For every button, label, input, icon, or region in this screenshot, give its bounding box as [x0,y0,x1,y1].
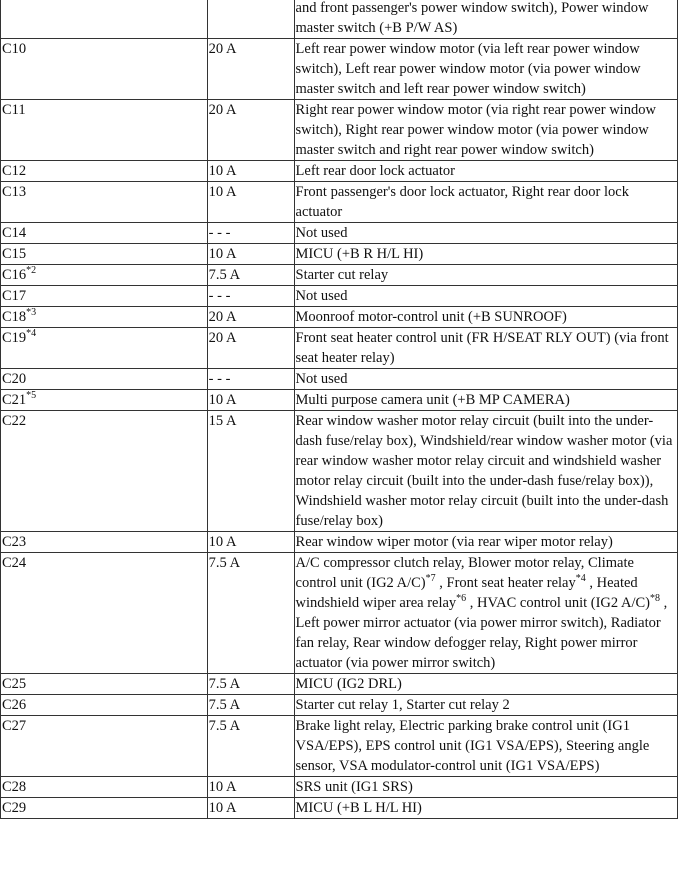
amperage-cell: 7.5 A [207,265,294,286]
table-row [1,223,678,244]
amperage-cell: 10 A [207,161,294,182]
amperage-cell: - - - [207,369,294,390]
circuit-cell [1,39,208,100]
table-row [1,716,678,777]
amperage-cell: 7.5 A [207,695,294,716]
footnote-marker: *7 [425,573,436,584]
table-row [1,100,678,161]
description-cell: SRS unit (IG1 SRS) [294,777,677,798]
circuit-cell [1,100,208,161]
circuit-label: C21 [2,392,27,408]
description-cell: MICU (IG2 DRL) [294,674,677,695]
amperage-cell: 10 A [207,244,294,265]
circuit-cell [1,390,208,411]
circuit-label: C27 [2,718,27,734]
description-cell: Brake light relay, Electric parking brake control unit (IG1 VSA/EPS), EPS control unit (IG1 VSA/EPS), Steering angle sensor, VSA modulator-control unit (IG1 VSA/EPS) [294,716,677,777]
table-row [1,777,678,798]
circuit-cell [1,716,208,777]
circuit-label: C29 [2,800,27,816]
table-row [1,798,678,819]
amperage-cell: 10 A [207,532,294,553]
description-cell: Starter cut relay 1, Starter cut relay 2 [294,695,677,716]
circuit-cell [1,695,208,716]
circuit-label: C19 [2,330,27,346]
circuit-cell [1,161,208,182]
table-row [1,265,678,286]
description-cell: MICU (+B R H/L HI) [294,244,677,265]
description-cell: Left rear door lock actuator [294,161,677,182]
table-row [1,182,678,223]
table-row [1,411,678,532]
amperage-cell [207,0,294,39]
circuit-cell [1,307,208,328]
circuit-label: C23 [2,534,27,550]
circuit-cell [1,286,208,307]
table-row [1,307,678,328]
table-row [1,328,678,369]
description-cell: Not used [294,286,677,307]
circuit-cell [1,182,208,223]
circuit-cell [1,328,208,369]
amperage-cell: 20 A [207,328,294,369]
table-row [1,369,678,390]
footnote-marker: *2 [26,265,37,276]
description-cell: Front seat heater control unit (FR H/SEAT RLY OUT) (via front seat heater relay) [294,328,677,369]
amperage-cell: 10 A [207,798,294,819]
description-cell: Multi purpose camera unit (+B MP CAMERA) [294,390,677,411]
amperage-cell: 20 A [207,307,294,328]
amperage-cell: 10 A [207,182,294,223]
circuit-cell [1,532,208,553]
footnote-marker: *3 [26,307,37,318]
circuit-cell [1,674,208,695]
footnote-marker: *5 [26,390,37,401]
table-row [1,553,678,674]
amperage-cell: 7.5 A [207,553,294,674]
table-row [1,161,678,182]
circuit-label: C26 [2,697,27,713]
description-text: , HVAC control unit (IG2 A/C) [466,595,650,611]
footnote-marker: *8 [649,593,660,604]
circuit-cell [1,798,208,819]
amperage-cell: 10 A [207,390,294,411]
circuit-label: C13 [2,184,27,200]
description-cell: Rear window washer motor relay circuit (built into the under-dash fuse/relay box), Windshield/rear window washer motor (via rear window washer motor relay circuit and windshield washer motor relay circuit (built into the under-dash fuse/relay box)), Windshield washer motor relay circuit (built into the under-dash fuse/relay box) [294,411,677,532]
description-cell: Right rear power window motor (via right rear power window switch), Right rear power window motor (via power window master switch and right rear power window switch) [294,100,677,161]
circuit-label: C20 [2,371,27,387]
description-cell: Not used [294,369,677,390]
circuit-label: C17 [2,288,27,304]
circuit-cell [1,369,208,390]
amperage-cell: 10 A [207,777,294,798]
circuit-cell [1,0,208,39]
circuit-label: C12 [2,163,27,179]
table-row [1,674,678,695]
description-text: , Front seat heater relay [435,575,576,591]
description-cell: Left rear power window motor (via left rear power window switch), Left rear power window motor (via power window master switch and left rear power window switch) [294,39,677,100]
description-cell: Starter cut relay [294,265,677,286]
circuit-cell [1,777,208,798]
description-cell: and front passenger's power window switch), Power window master switch (+B P/W AS) [294,0,677,39]
amperage-cell: - - - [207,223,294,244]
table-row [1,695,678,716]
circuit-label: C28 [2,779,27,795]
description-cell: Rear window wiper motor (via rear wiper motor relay) [294,532,677,553]
circuit-label: C18 [2,309,27,325]
amperage-cell: 7.5 A [207,674,294,695]
circuit-label: C10 [2,41,27,57]
table-row [1,532,678,553]
amperage-cell: 20 A [207,39,294,100]
amperage-cell: 15 A [207,411,294,532]
footnote-marker: *4 [575,573,586,584]
description-cell: Front passenger's door lock actuator, Right rear door lock actuator [294,182,677,223]
table-row [1,286,678,307]
circuit-cell [1,411,208,532]
amperage-cell: 7.5 A [207,716,294,777]
table-row [1,244,678,265]
description-text: , Heated windshield wiper area relay [295,575,638,611]
circuit-label: C16 [2,267,27,283]
table-row [1,39,678,100]
amperage-cell: - - - [207,286,294,307]
description-cell: MICU (+B L H/L HI) [294,798,677,819]
fuse-table-body [1,0,678,819]
circuit-cell [1,553,208,674]
circuit-cell [1,265,208,286]
circuit-cell [1,244,208,265]
circuit-label: C25 [2,676,27,692]
circuit-label: C11 [2,102,26,118]
table-row [1,0,678,39]
description-cell: Moonroof motor-control unit (+B SUNROOF) [294,307,677,328]
description-cell [294,553,677,674]
footnote-marker: *4 [26,328,37,339]
description-text: A/C compressor clutch relay, Blower motor relay, Climate control unit (IG2 A/C) [295,555,634,591]
description-text: , Left power mirror actuator (via power mirror switch), Radiator fan relay, Rear window defogger relay, Right power mirror actuator (via power mirror switch) [295,595,668,671]
table-row [1,390,678,411]
circuit-label: C24 [2,555,27,571]
circuit-label: C14 [2,225,27,241]
circuit-cell [1,223,208,244]
footnote-marker: *6 [456,593,467,604]
amperage-cell: 20 A [207,100,294,161]
circuit-label: C22 [2,413,27,429]
circuit-label: C15 [2,246,27,262]
description-cell: Not used [294,223,677,244]
